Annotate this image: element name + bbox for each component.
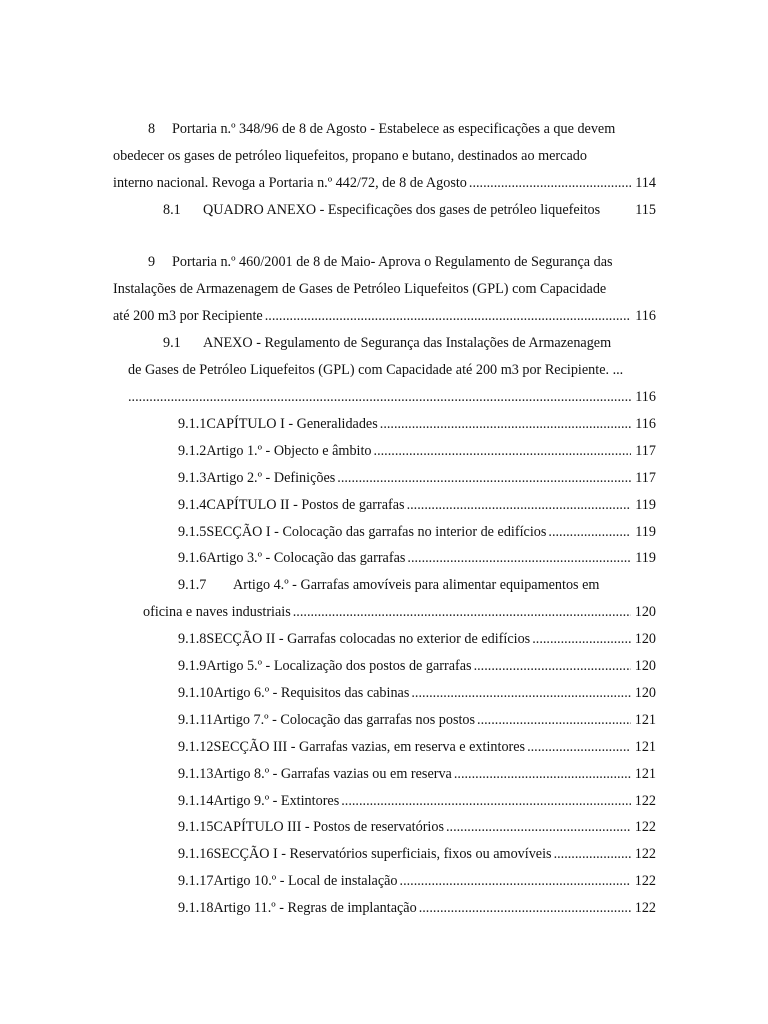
toc-page-number: 121 <box>634 739 656 755</box>
toc-page-number: 120 <box>634 631 656 647</box>
toc-entry-title: Artigo 2.º - Definições <box>206 470 336 486</box>
toc-page-number: 119 <box>635 497 656 513</box>
toc-subentry[interactable] <box>178 898 656 918</box>
toc-entry-number: 9.1.6 <box>178 550 207 566</box>
toc-entry-number: 9.1.14 <box>178 793 214 809</box>
toc-entry-9-line3[interactable] <box>113 306 656 326</box>
toc-subentry[interactable] <box>178 817 656 837</box>
toc-subentry[interactable] <box>178 629 656 649</box>
toc-entry-title: Artigo 6.º - Requisitos das cabinas <box>213 685 410 701</box>
dot-leader <box>554 844 631 864</box>
toc-page-number: 116 <box>635 416 656 432</box>
toc-entry-title: interno nacional. Revoga a Portaria n.º 442/72, de 8 de Agosto <box>113 175 467 191</box>
toc-entry-title: CAPÍTULO III - Postos de reservatórios <box>213 819 444 835</box>
dot-leader <box>527 737 631 757</box>
dot-leader <box>400 871 631 891</box>
toc-page-number: 121 <box>634 766 656 782</box>
toc-entry-title: SECÇÃO I - Reservatórios superficiais, fixos ou amovíveis <box>213 846 552 862</box>
toc-entry-8-line3[interactable] <box>113 173 656 193</box>
dot-leader <box>341 791 630 811</box>
toc-page-number: 120 <box>634 685 656 701</box>
toc-subentry[interactable] <box>178 656 656 676</box>
toc-entry-title: SECÇÃO II - Garrafas colocadas no exterior de edifícios <box>206 631 531 647</box>
toc-page-number: 122 <box>634 793 656 809</box>
toc-entry-title: CAPÍTULO I - Generalidades <box>206 416 378 432</box>
dot-leader <box>548 522 631 542</box>
toc-entry-number: 9.1 <box>163 335 181 351</box>
toc-page-number: 120 <box>634 604 656 620</box>
toc-page-number: 119 <box>635 550 656 566</box>
toc-subentry[interactable] <box>178 710 656 730</box>
toc-page-number: 119 <box>635 524 656 540</box>
dot-leader <box>469 173 631 193</box>
toc-entry-title: Artigo 1.º - Objecto e âmbito <box>206 443 372 459</box>
toc-entry-number: 9.1.15 <box>178 819 214 835</box>
toc-entry-number: 9.1.13 <box>178 766 214 782</box>
toc-entry-number: 9.1.16 <box>178 846 214 862</box>
toc-entry-9-1-line2: de Gases de Petróleo Liquefeitos (GPL) com Capacidade até 200 m3 por Recipiente. ... <box>128 362 624 378</box>
toc-page-number: 116 <box>635 389 656 405</box>
toc-entry-number: 9.1.3 <box>178 470 207 486</box>
toc-entry-title: Artigo 10.º - Local de instalação <box>213 873 398 889</box>
toc-entry-9-line1 <box>113 252 656 272</box>
toc-page-number: 122 <box>634 846 656 862</box>
toc-subentry <box>178 575 656 595</box>
toc-entry-title: SECÇÃO I - Colocação das garrafas no interior de edifícios <box>206 524 547 540</box>
toc-entry-title: ANEXO - Regulamento de Segurança das Instalações de Armazenagem <box>203 335 612 351</box>
dot-leader <box>477 710 631 730</box>
toc-entry-title: Artigo 7.º - Colocação das garrafas nos postos <box>212 712 476 728</box>
toc-entry-8-line1 <box>113 119 656 139</box>
toc-subentry-continuation[interactable] <box>143 602 656 622</box>
toc-subentry[interactable] <box>178 683 656 703</box>
dot-leader <box>337 468 631 488</box>
toc-page-number: 122 <box>634 873 656 889</box>
toc-entry-number: 9.1.10 <box>178 685 214 701</box>
toc-entry-9-1-line3[interactable] <box>128 387 656 407</box>
toc-entry-number: 8.1 <box>163 202 181 218</box>
dot-leader <box>419 898 631 918</box>
toc-entry-title: Artigo 8.º - Garrafas vazias ou em reserva <box>213 766 452 782</box>
toc-entry-number: 9.1.8 <box>178 631 207 647</box>
dot-leader <box>411 683 630 703</box>
toc-page-number: 115 <box>635 202 656 218</box>
toc-entry-title: Portaria n.º 460/2001 de 8 de Maio- Aprova o Regulamento de Segurança das <box>172 254 613 270</box>
toc-subentry[interactable] <box>178 522 656 542</box>
dot-leader <box>407 495 632 515</box>
dot-leader <box>474 656 631 676</box>
dot-leader <box>454 764 631 784</box>
toc-entry-number: 9.1.4 <box>178 497 207 513</box>
toc-entry-number: 9.1.17 <box>178 873 214 889</box>
toc-subentry[interactable] <box>178 548 656 568</box>
dot-leader <box>374 441 632 461</box>
toc-subentry[interactable] <box>178 468 656 488</box>
toc-subentry[interactable] <box>178 791 656 811</box>
toc-subentry[interactable] <box>178 441 656 461</box>
toc-subentry[interactable] <box>178 737 656 757</box>
toc-entry-title: Portaria n.º 348/96 de 8 de Agosto - Estabelece as especificações a que devem <box>172 121 616 137</box>
toc-entry-number: 8 <box>148 121 156 137</box>
dot-leader <box>407 548 631 568</box>
toc-page-number: 120 <box>634 658 656 674</box>
toc-entry-title: Artigo 9.º - Extintores <box>213 793 340 809</box>
toc-subentry[interactable] <box>178 495 656 515</box>
toc-page-number: 114 <box>635 175 656 191</box>
toc-entry-title: Artigo 5.º - Localização dos postos de garrafas <box>206 658 472 674</box>
toc-entry-number: 9.1.9 <box>178 658 207 674</box>
toc-page-number: 117 <box>635 443 656 459</box>
dot-leader <box>446 817 631 837</box>
dot-leader <box>265 306 632 326</box>
toc-page-number: 122 <box>634 900 656 916</box>
toc-entry-number: 9.1.11 <box>178 712 213 728</box>
toc-page-number: 121 <box>634 712 656 728</box>
dot-leader <box>380 414 631 434</box>
toc-subentry[interactable] <box>178 844 656 864</box>
toc-entry-9-line2: Instalações de Armazenagem de Gases de Petróleo Liquefeitos (GPL) com Capacidade <box>113 281 607 297</box>
toc-entry-8-line2: obedecer os gases de petróleo liquefeitos, propano e butano, destinados ao mercado <box>113 148 587 164</box>
toc-entry-number: 9.1.7 <box>178 577 207 593</box>
toc-entry-number: 9.1.12 <box>178 739 214 755</box>
toc-entry-title: SECÇÃO III - Garrafas vazias, em reserva e extintores <box>213 739 526 755</box>
toc-subentry[interactable] <box>178 764 656 784</box>
toc-entry-number: 9.1.2 <box>178 443 207 459</box>
toc-entry-9-1-line1 <box>113 333 656 353</box>
toc-entry-number: 9.1.5 <box>178 524 207 540</box>
toc-subentry[interactable] <box>178 414 656 434</box>
toc-entry-8-1[interactable] <box>113 200 656 220</box>
toc-entry-title: Artigo 4.º - Garrafas amovíveis para alimentar equipamentos em <box>233 577 600 593</box>
dot-leader <box>532 629 631 649</box>
toc-subentry[interactable] <box>178 871 656 891</box>
dot-leader <box>293 602 631 622</box>
toc-entry-title: CAPÍTULO II - Postos de garrafas <box>206 497 405 513</box>
toc-entry-title: Artigo 11.º - Regras de implantação <box>213 900 417 916</box>
toc-entry-title: QUADRO ANEXO - Especificações dos gases de petróleo liquefeitos <box>203 202 601 218</box>
toc-page-number: 122 <box>634 819 656 835</box>
toc-entry-title: até 200 m3 por Recipiente <box>113 308 263 324</box>
dot-leader <box>128 387 631 407</box>
toc-entry-number: 9 <box>148 254 156 270</box>
toc-entry-number: 9.1.18 <box>178 900 214 916</box>
toc-entry-number: 9.1.1 <box>178 416 207 432</box>
toc-entry-title: oficina e naves industriais <box>143 604 291 620</box>
toc-entry-title: Artigo 3.º - Colocação das garrafas <box>206 550 406 566</box>
toc-page-number: 116 <box>635 308 656 324</box>
toc-page-number: 117 <box>635 470 656 486</box>
